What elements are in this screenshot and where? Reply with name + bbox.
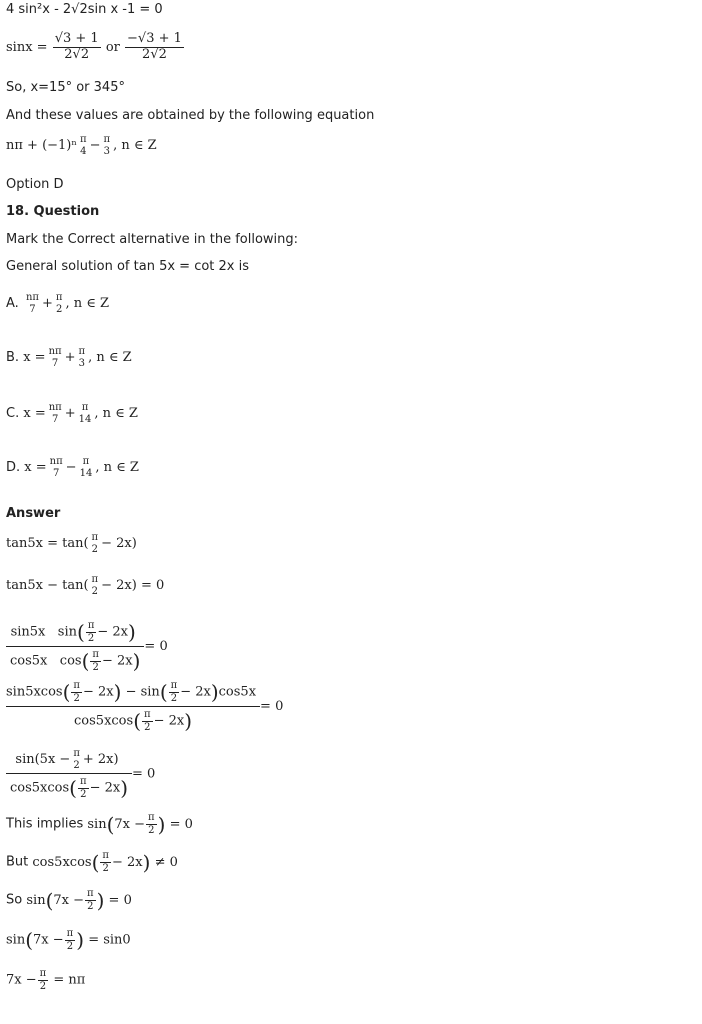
or-text: or	[105, 39, 120, 55]
answer-heading: Answer	[6, 506, 61, 521]
this-implies-line: This implies sin(7x − $\frac{\pi}{2}$ ) = 0	[6, 812, 193, 836]
sinx-label: sinx =	[6, 39, 48, 55]
final-equation: 7x − $\frac{\pi}{2}$ = nπ	[6, 968, 86, 992]
quadratic-equation: 4 sin²x - 2√2sin x -1 = 0	[6, 2, 163, 17]
step-3: sin5x sin( $\frac{\pi}{2}$ − 2x) cos5x cos( $\frac{\pi}{2}$ − 2x) = 0	[6, 620, 168, 673]
sin-equals-sin0: sin(7x − $\frac{\pi}{2}$ ) = sin0	[6, 928, 131, 952]
option-d: D. x = nπ 7 − π 14 , n ∈ Z	[6, 456, 139, 479]
step-2: tan5x − tan( π 2 − 2x) = 0	[6, 574, 165, 597]
question-text: General solution of tan 5x = cot 2x is	[6, 259, 250, 274]
so-line: So sin(7x − $\frac{\pi}{2}$ ) = 0	[6, 888, 132, 912]
general-equation: nπ + (−1)ⁿ π 4 − π 3 , n ∈ Z	[6, 134, 157, 157]
option-d-answer: Option D	[6, 177, 64, 192]
but-line: But cos5xcos( $\frac{\pi}{2}$ − 2x) ≠ 0	[6, 850, 178, 874]
question-heading: 18. Question	[6, 204, 100, 219]
sinx-solutions	[6, 32, 185, 63]
values-obtained-text: And these values are obtained by the following equation	[6, 108, 375, 123]
so-x-values: So, x=15° or 345°	[6, 80, 125, 95]
option-b: B. x = nπ 7 + π 3 , n ∈ Z	[6, 346, 132, 369]
question-instruction: Mark the Correct alternative in the following:	[6, 232, 299, 247]
step-1: tan5x = tan( π 2 − 2x)	[6, 532, 137, 555]
step-5: sin(5x − π 2 + 2x) cos5xcos( $\frac{\pi}{2}$ − 2x) = 0	[6, 748, 155, 800]
option-a: A. nπ 7 + π 2 , n ∈ Z	[6, 292, 109, 315]
sinx-fraction-1: $\frac{√3 + 1}{2√2}$	[54, 31, 99, 62]
sinx-fraction-2: $\frac{-√3 + 1}{2√2}$	[127, 31, 182, 62]
option-c: C. x = nπ 7 + π 14 , n ∈ Z	[6, 402, 138, 425]
step-4: sin5xcos( $\frac{\pi}{2}$ − 2x) − sin( $\frac{\pi}{2}$ − 2x)cos5x cos5xcos( $\frac{\pi}{2}$ − 2x) = 0	[6, 680, 284, 733]
